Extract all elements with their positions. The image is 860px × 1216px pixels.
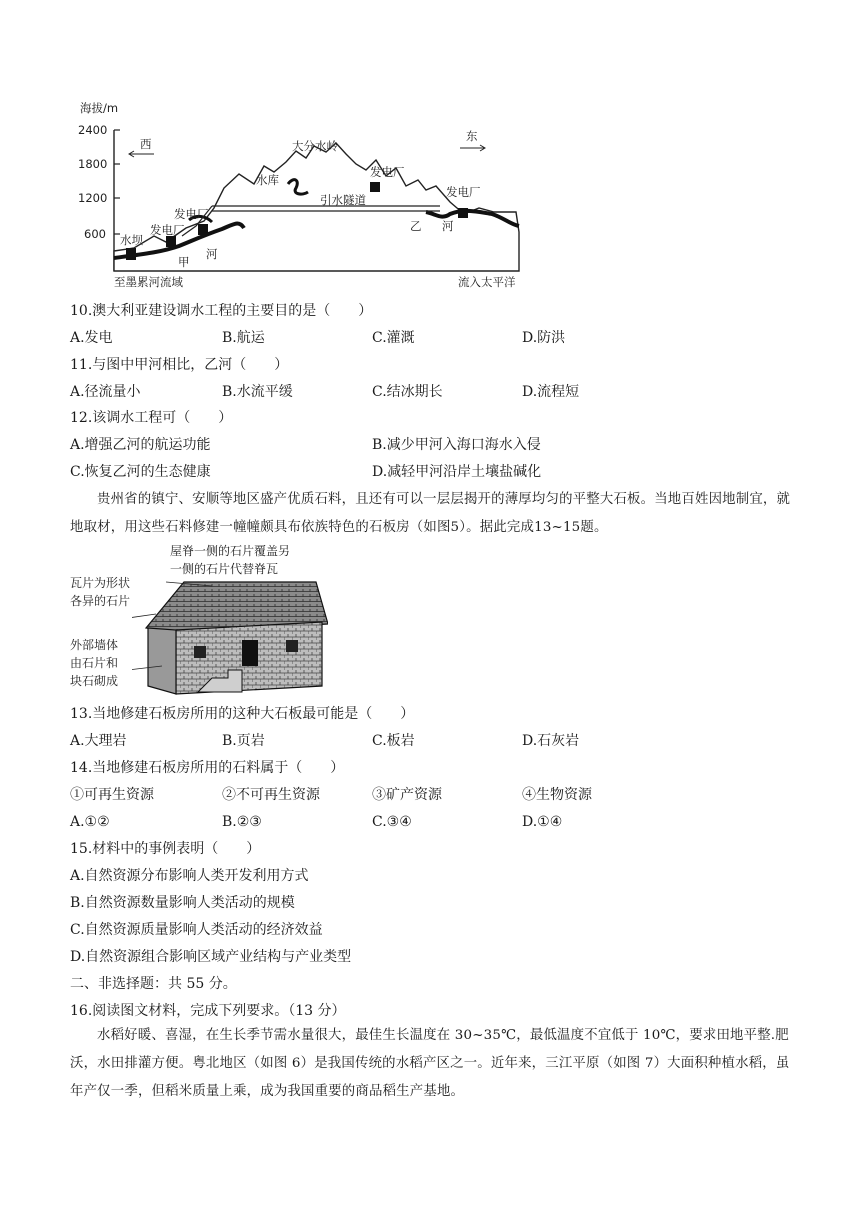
- power-plant-icon: [166, 236, 176, 247]
- q16-stem: 16.阅读图文材料，完成下列要求。（13 分）: [70, 1003, 346, 1019]
- y-tick-1800: 1800: [78, 157, 108, 171]
- section-heading: 二、非选择题：共 55 分。: [70, 976, 237, 992]
- q13-option-b: B.页岩: [222, 733, 265, 749]
- q15-option-a: A.自然资源分布影响人类开发利用方式: [70, 868, 309, 884]
- stone-house-illustration: [132, 574, 328, 698]
- tunnel-label: 引水隧道: [320, 193, 366, 207]
- q10-option-c: C.灌溉: [372, 330, 415, 346]
- q14-stem: 14.当地修建石板房所用的石料属于（ ）: [70, 760, 345, 776]
- annotation-wall-line3: 块石砌成: [70, 674, 119, 688]
- q13-stem: 13.当地修建石板房所用的这种大石板最可能是（ ）: [70, 706, 415, 722]
- q13-option-d: D.石灰岩: [522, 733, 580, 749]
- west-label: 西: [140, 137, 152, 151]
- annotation-ridge-line2: 一侧的石片代替脊瓦: [170, 562, 279, 576]
- dam-label: 水坝: [120, 233, 143, 247]
- annotation-wall-line1: 外部墙体: [70, 638, 119, 652]
- q15-option-b: B.自然资源数量影响人类活动的规模: [70, 895, 295, 911]
- window: [194, 646, 206, 658]
- q12-option-a: A.增强乙河的航运功能: [70, 437, 211, 453]
- door: [242, 640, 258, 666]
- q15-stem: 15.材料中的事例表明（ ）: [70, 841, 261, 857]
- reservoir-label: 水库: [256, 173, 279, 187]
- river-jia-label: 甲: [178, 255, 190, 269]
- y-axis-title: 海拔/m: [80, 101, 119, 115]
- q10-option-a: A.发电: [70, 330, 113, 346]
- q15-option-c: C.自然资源质量影响人类活动的经济效益: [70, 922, 323, 938]
- power-plant-icon: [370, 182, 380, 192]
- river-label: 河: [206, 247, 218, 261]
- q11-option-b: B.水流平缓: [222, 384, 293, 400]
- power-plant-label: 发电厂: [174, 207, 209, 221]
- q14-item-3: ③矿产资源: [372, 787, 442, 803]
- river-label: 河: [442, 219, 454, 233]
- stone-house-figure: [68, 540, 328, 700]
- material-paragraph: 贵州省的镇宁、安顺等地区盛产优质石料，且还有可以一层层揭开的薄厚均匀的平整大石板。当地百姓因地制宜，就地取材，用这些石料修建一幢幢颇具布依族特色的石板房（如图5）。据此完成13~15题。: [70, 492, 791, 535]
- q13-option-c: C.板岩: [372, 733, 415, 749]
- annotation-ridge-line1: 屋脊一侧的石片覆盖另: [170, 544, 291, 558]
- annotation-roof-line2: 各异的石片: [70, 594, 131, 608]
- power-plant-label: 发电厂: [150, 223, 185, 237]
- east-label: 东: [466, 129, 478, 143]
- y-tick-600: 600: [84, 227, 106, 241]
- q11-stem: 11.与图中甲河相比，乙河（ ）: [70, 357, 289, 373]
- terrain-profile-figure: [74, 96, 534, 292]
- right-bottom-label: 流入太平洋: [458, 275, 516, 289]
- q14-item-2: ②不可再生资源: [222, 787, 320, 803]
- power-plant-icon: [198, 224, 208, 235]
- q10-option-b: B.航运: [222, 330, 265, 346]
- window: [286, 640, 298, 652]
- y-tick-1200: 1200: [78, 191, 108, 205]
- q16-material: 水稻好暖、喜湿，在生长季节需水量很大，最佳生长温度在 30~35℃，最低温度不宜低于 10℃，要求田地平整.肥沃，水田排灌方便。粤北地区（如图 6）是我国传统的水稻产区之一。近年来，三江平原（如图 7）大面积种植水稻，虽年产仅一季，但稻米质量上乘，成为我国重要的商品稻生产基地。: [70, 1028, 790, 1099]
- left-bottom-label: 至墨累河流域: [114, 275, 183, 289]
- divide-label: 大分水岭: [292, 139, 338, 153]
- q10-option-d: D.防洪: [522, 330, 566, 346]
- dam-icon: [126, 248, 136, 260]
- q12-option-c: C.恢复乙河的生态健康: [70, 464, 211, 480]
- q11-option-a: A.径流量小: [70, 384, 141, 400]
- annotation-roof-line1: 瓦片为形状: [70, 576, 131, 590]
- q14-option-a: A.①②: [70, 814, 110, 830]
- power-plant-label: 发电厂: [446, 185, 481, 199]
- q12-option-d: D.减轻甲河沿岸土壤盐碱化: [372, 464, 542, 480]
- q12-stem: 12.该调水工程可（ ）: [70, 410, 233, 426]
- q14-option-c: C.③④: [372, 814, 412, 830]
- power-plant-icon: [458, 208, 468, 218]
- annotation-wall-line2: 由石片和: [70, 656, 119, 670]
- q14-option-d: D.①④: [522, 814, 563, 830]
- power-plant-label: 发电厂: [370, 165, 405, 179]
- q14-item-1: ①可再生资源: [70, 787, 154, 803]
- q14-option-b: B.②③: [222, 814, 262, 830]
- q13-option-a: A.大理岩: [70, 733, 127, 749]
- q10-stem: 10.澳大利亚建设调水工程的主要目的是（ ）: [70, 303, 373, 319]
- river-yi-label: 乙: [410, 219, 422, 233]
- q14-item-4: ④生物资源: [522, 787, 592, 803]
- q15-option-d: D.自然资源组合影响区域产业结构与产业类型: [70, 949, 352, 965]
- side-wall: [148, 628, 176, 694]
- q12-option-b: B.减少甲河入海口海水入侵: [372, 437, 541, 453]
- y-tick-2400: 2400: [78, 123, 108, 137]
- q11-option-c: C.结冰期长: [372, 384, 443, 400]
- q11-option-d: D.流程短: [522, 384, 580, 400]
